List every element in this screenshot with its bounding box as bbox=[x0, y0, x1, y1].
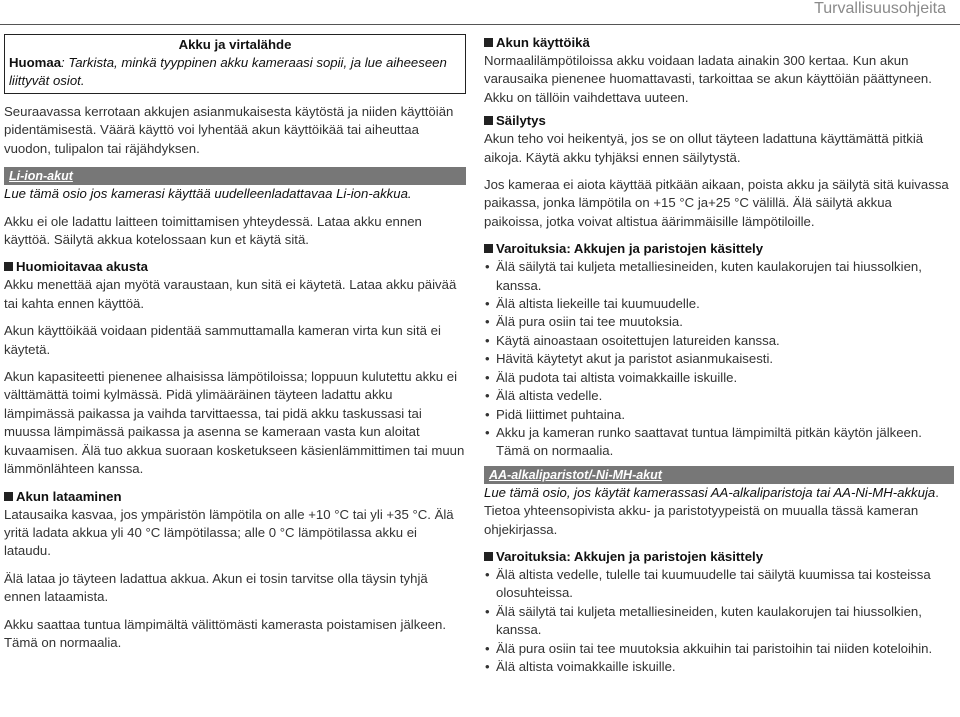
charge-heading bbox=[4, 488, 466, 506]
warnings-heading-2 bbox=[484, 548, 954, 566]
life-paragraph: Normaalilämpötiloissa akku voidaan ladata ainakin 300 kertaa. Kun akun varausaika pienenee huomattavasti, tarkoittaa se akun käyttöiän päättyneen. Akku on tällöin vaihdettava uuteen. bbox=[484, 53, 932, 105]
square-bullet-icon bbox=[484, 38, 493, 47]
list-item: • Hävitä käytetyt akut ja paristot asianmukaisesti. bbox=[484, 350, 954, 368]
list-item: • Älä säilytä tai kuljeta metalliesineiden, kuten kaulakorujen tai hiussolkien, kanssa. bbox=[484, 603, 954, 640]
storage-paragraph-2: Jos kameraa ei aiota käyttää pitkään aikaan, poista akku ja säilytä sitä kuivassa paikassa, jonka lämpötila on +15 °C ja+25 °C välillä. Älä säilytä akkua paikoissa, jotka voivat altistua äärimmäisille lämpötiloille. bbox=[484, 177, 949, 229]
warnings-list-1 bbox=[484, 258, 954, 460]
life-heading bbox=[484, 34, 954, 52]
aa-emphasis: Lue tämä osio, jos käytät kamerassasi AA-alkaliparistoja tai AA-Ni-MH-akkuja bbox=[484, 484, 936, 500]
life-heading-text: Akun käyttöikä bbox=[496, 35, 590, 50]
square-bullet-icon bbox=[4, 492, 13, 501]
note-label: Huomaa bbox=[9, 55, 62, 70]
list-item: • Käytä ainoastaan osoitettujen latureiden kanssa. bbox=[484, 332, 954, 350]
charge-heading-text: Akun lataaminen bbox=[16, 488, 122, 504]
square-bullet-icon bbox=[4, 262, 13, 271]
list-item: • Pidä liittimet puhtaina. bbox=[484, 406, 954, 424]
warnings-heading-2-text: Varoituksia: Akkujen ja paristojen käsittely bbox=[496, 548, 764, 564]
page-section-title: Turvallisuusohjeita bbox=[814, 0, 946, 17]
list-item: • Älä pura osiin tai tee muutoksia akkuihin tai paristoihin tai niiden koteloihin. bbox=[484, 640, 954, 658]
li-ion-paragraph: Akku ei ole ladattu laitteen toimittamisen yhteydessä. Lataa akku ennen käyttöä. Säilytä akkua kotelossaan kun et käytä sitä. bbox=[4, 213, 422, 248]
list-item: • Älä altista voimakkaille iskuille. bbox=[484, 658, 954, 676]
note-body: : Tarkista, minkä tyyppinen akku kameraasi sopii, ja lue aiheeseen liittyvät osiot. bbox=[9, 55, 447, 88]
charge-paragraph-1: Latausaika kasvaa, jos ympäristön lämpötila on alle +10 °C tai yli +35 °C. Älä yritä ladata akkua yli 40 °C lämpötilassa; alle 0 °C lämpötilassa akku ei lataudu. bbox=[4, 506, 454, 559]
list-item: • Älä pudota tai altista voimakkaille iskuille. bbox=[484, 369, 954, 387]
note-text bbox=[9, 54, 461, 90]
care-heading bbox=[4, 258, 466, 276]
aa-paragraph bbox=[484, 484, 954, 539]
li-ion-tag-bar bbox=[4, 167, 466, 185]
square-bullet-icon bbox=[484, 116, 493, 125]
storage-heading bbox=[484, 112, 954, 130]
intro-paragraph: Seuraavassa kerrotaan akkujen asianmukaisesta käytöstä ja niiden käyttöiän pidentämisestä. Väärä käyttö voi lyhentää akun käyttöikää tai aiheuttaa vuodon, tulipalon tai räjähdyksen. bbox=[4, 104, 454, 156]
storage-paragraph-1: Akun teho voi heikentyä, jos se on ollut täyteen ladattuna käyttämättä pitkiä aikoja. Käytä akku tyhjäksi ennen säilytystä. bbox=[484, 131, 924, 165]
aa-rest: . Tietoa yhteensopivista akku- ja paristotyypeistä on muualla tässä kameran ohjekirjassa. bbox=[484, 484, 939, 537]
care-heading-text: Huomioitavaa akusta bbox=[16, 259, 148, 275]
list-item: • Älä säilytä tai kuljeta metalliesineiden, kuten kaulakorujen tai hiussolkien, kanssa. bbox=[484, 258, 954, 295]
square-bullet-icon bbox=[484, 552, 493, 561]
header-rule bbox=[0, 24, 960, 25]
list-item: • Akku ja kameran runko saattavat tuntua lämpimiltä pitkän käytön jälkeen. Tämä on normaalia. bbox=[484, 424, 954, 461]
list-item: • Älä altista vedelle. bbox=[484, 387, 954, 405]
warnings-heading-1 bbox=[484, 240, 954, 258]
care-paragraph-3: Akun kapasiteetti pienenee alhaisissa lämpötiloissa; loppuun kulutettu akku ei välttämättä toimi kylmässä. Pidä ylimääräinen täyteen ladattu akku lämpimässä paikassa ja vaihda tarvittaessa, tai pidä akku taskussasi tai muussa lämpimässä paikassa ja asenna se kameraan vasta kun aloitat kuvaamisen. Älä tuo akkua suoraan kosketukseen käsienlämmittimen tai muun lämmönlähteen kanssa. bbox=[4, 369, 465, 477]
charge-paragraph-3: Akku saattaa tuntua lämpimältä välittömästi kamerasta poistamisen jälkeen. Tämä on normaalia. bbox=[4, 616, 446, 650]
square-bullet-icon bbox=[484, 244, 493, 253]
care-paragraph-1: Akku menettää ajan myötä varaustaan, kun sitä ei käytetä. Lataa akku päivää tai kahta ennen käyttöä. bbox=[4, 277, 457, 311]
note-box bbox=[4, 34, 466, 94]
li-ion-tag: Li-ion-akut bbox=[4, 168, 78, 185]
list-item: • Älä altista liekeille tai kuumuudelle. bbox=[484, 295, 954, 313]
left-column bbox=[4, 34, 466, 652]
care-paragraph-2: Akun käyttöikää voidaan pidentää sammuttamalla kameran virta kun sitä ei käytetä. bbox=[4, 323, 441, 357]
aa-tag-bar bbox=[484, 466, 954, 484]
storage-heading-text: Säilytys bbox=[496, 113, 546, 129]
list-item: • Älä pura osiin tai tee muutoksia. bbox=[484, 313, 954, 331]
warnings-heading-1-text: Varoituksia: Akkujen ja paristojen käsittely bbox=[496, 241, 764, 257]
warnings-list-2 bbox=[484, 566, 954, 676]
li-ion-emphasis: Lue tämä osio jos kamerasi käyttää uudelleenladattavaa Li-ion-akkua. bbox=[4, 186, 412, 202]
list-item: • Älä altista vedelle, tulelle tai kuumuudelle tai säilytä kuumissa tai kosteissa olosuhteissa. bbox=[484, 566, 954, 603]
aa-tag: AA-alkaliparistot/-Ni-MH-akut bbox=[484, 467, 667, 484]
note-title: Akku ja virtalähde bbox=[178, 37, 292, 52]
right-column bbox=[484, 34, 954, 676]
charge-paragraph-2: Älä lataa jo täyteen ladattua akkua. Akun ei tosin tarvitse olla täysin tyhjä ennen lataamista. bbox=[4, 570, 428, 605]
